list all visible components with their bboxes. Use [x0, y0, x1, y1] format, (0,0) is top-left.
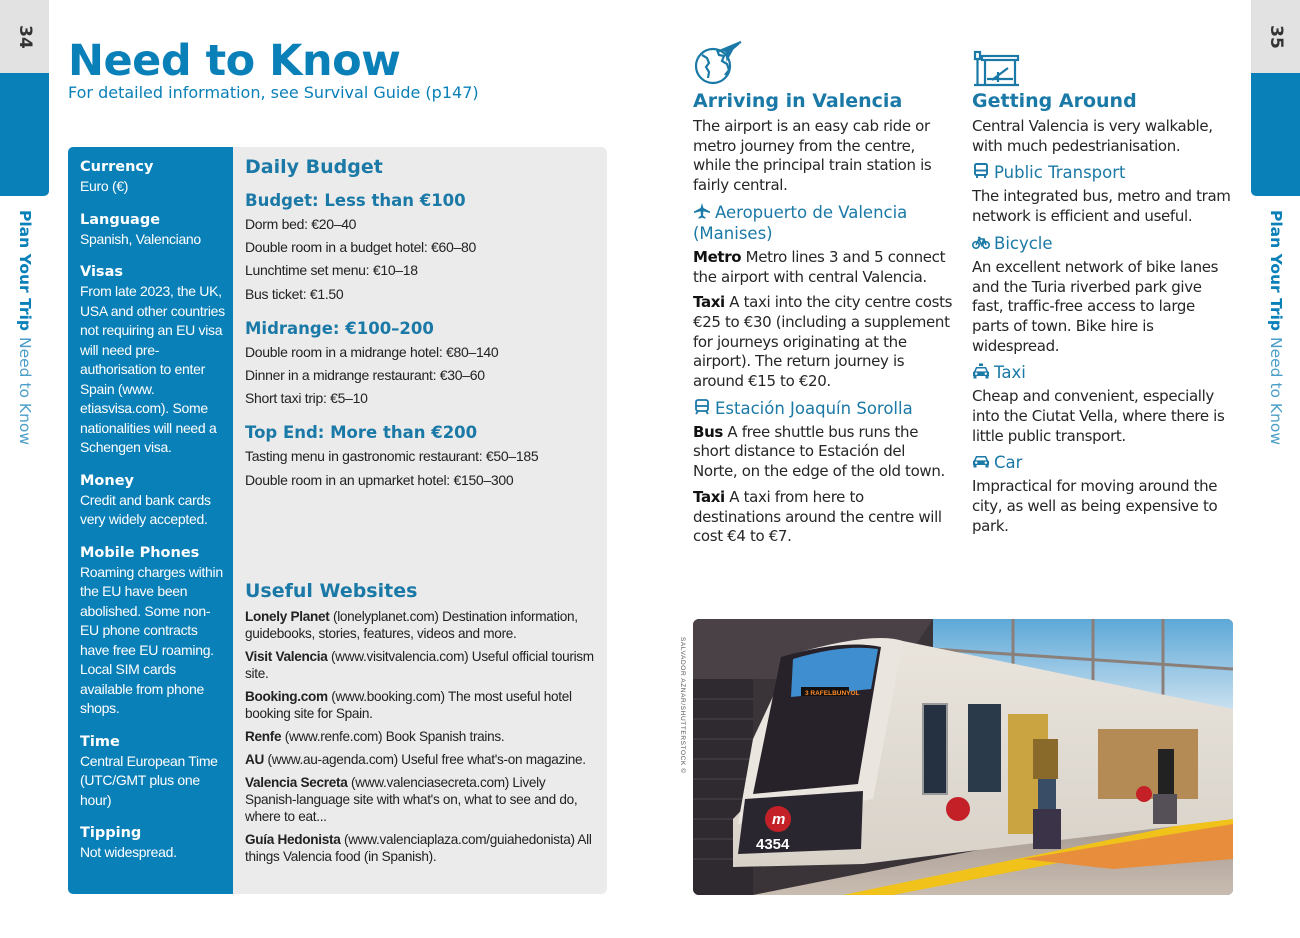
transport-entry	[693, 488, 953, 547]
page-subtitle[interactable]: For detailed information, see Survival Guide (p147)	[68, 83, 479, 102]
section-tab	[1251, 73, 1300, 196]
fact-currency	[80, 159, 225, 197]
fact-text: Central European Time (UTC/GMT plus one hour)	[80, 752, 218, 808]
fact-visas	[80, 264, 225, 458]
running-head-chapter: Need to Know	[1266, 337, 1285, 446]
entry-text: Metro lines 3 and 5 connect the airport with central Valencia.	[693, 247, 946, 286]
mode-text: Cheap and convenient, especially into the Ciutat Vella, where there is little public transport.	[972, 387, 1225, 445]
running-head-section: Plan Your Trip	[15, 210, 34, 332]
budget-item: Dinner in a midrange restaurant: €30–60	[245, 367, 485, 384]
fact-text: Roaming charges within the EU have been abolished. Some non-EU phone contracts have free EU roaming. Local SIM cards available from phone shops.	[80, 563, 223, 716]
section-tab	[0, 73, 49, 196]
website-item[interactable]	[245, 728, 595, 745]
running-head-section: Plan Your Trip	[1266, 210, 1285, 332]
budget-item: Bus ticket: €1.50	[245, 285, 344, 302]
website-item[interactable]	[245, 608, 595, 642]
website-item[interactable]	[245, 774, 595, 825]
fact-text: Euro (€)	[80, 178, 129, 194]
fact-tipping	[80, 825, 225, 863]
plane-icon	[693, 203, 711, 219]
airport-heading	[693, 202, 953, 244]
airport-title: Aeropuerto de Valencia (Manises)	[693, 202, 908, 243]
mode-title: Car	[994, 453, 1023, 473]
photo-credit: SALVADOR AZNAR/SHUTTERSTOCK ©	[679, 637, 686, 774]
running-head	[16, 210, 34, 445]
metro-train-photo	[693, 619, 1233, 895]
website-name: Guía Hedonista	[245, 831, 341, 847]
page-number-tab	[0, 0, 49, 73]
train-logo: m	[772, 811, 786, 828]
entry-label: Taxi	[693, 487, 725, 506]
entry-label: Taxi	[693, 293, 725, 312]
fact-language	[80, 212, 225, 250]
entry-text: A taxi into the city centre costs €25 to €30 (including a supplement for journeys originating at the airport). The return journey is around €15 to €20.	[693, 293, 953, 391]
budget-tier-title: Top End: More than €200	[245, 423, 478, 443]
fact-label: Visas	[80, 264, 123, 280]
website-desc: (www.booking.com) The most useful hotel booking site for Spain.	[245, 688, 572, 721]
station-title: Estación Joaquín Sorolla	[715, 398, 913, 418]
facts-panel	[68, 147, 233, 894]
website-name: Renfe	[245, 728, 282, 744]
website-desc: (www.renfe.com) Book Spanish trains.	[281, 728, 505, 744]
page-title: Need to Know	[68, 36, 401, 86]
budget-tier-title: Budget: Less than €100	[245, 191, 466, 210]
mode-title: Bicycle	[994, 233, 1053, 253]
globe-plane-icon	[693, 38, 953, 88]
fact-text: Credit and bank cards very widely accepted.	[80, 491, 211, 527]
mode-text: The integrated bus, metro and tram network is efficient and useful.	[972, 187, 1231, 226]
fact-mobile-phones	[80, 545, 225, 719]
website-name: AU	[245, 751, 265, 767]
website-desc: (www.visitvalencia.com) Useful official tourism site.	[245, 648, 594, 681]
getting-around-intro: Central Valencia is very walkable, with much pedestrianisation.	[972, 117, 1213, 155]
budget-panel	[233, 147, 607, 894]
mode-text: Impractical for moving around the city, as well as being expensive to park.	[972, 477, 1218, 535]
website-item[interactable]	[245, 751, 595, 768]
mode-heading	[972, 162, 1232, 183]
transport-entry	[693, 423, 953, 482]
mode-heading	[972, 362, 1232, 383]
arriving-title: Arriving in Valencia	[693, 90, 903, 112]
website-desc: (www.valenciasecreta.com) Lively Spanish-language site with what's on, what to see and do, where to eat...	[245, 774, 578, 824]
train-destination-display: 3 RAFELBUNYOL	[805, 690, 860, 697]
page-number: 35	[1265, 25, 1286, 49]
train-icon	[693, 399, 711, 415]
website-desc: (www.valenciaplaza.com/guiahedonista) All things Valencia food (in Spanish).	[245, 831, 592, 864]
website-desc: (lonelyplanet.com) Destination information, guidebooks, stories, features, videos and more.	[245, 608, 578, 641]
car-icon	[972, 453, 990, 469]
getting-around-title: Getting Around	[972, 90, 1137, 112]
budget-tier-title: Midrange: €100–200	[245, 318, 434, 338]
entry-text: A taxi from here to destinations around the centre will cost €4 to €7.	[693, 487, 942, 546]
bus-icon	[972, 163, 990, 179]
website-name: Valencia Secreta	[245, 774, 348, 790]
running-head	[1267, 210, 1285, 445]
page-number-tab	[1251, 0, 1300, 73]
fact-label: Money	[80, 472, 134, 489]
budget-item: Tasting menu in gastronomic restaurant: €50–185	[245, 448, 539, 465]
entry-label: Bus	[693, 422, 723, 441]
website-name: Lonely Planet	[245, 608, 330, 624]
train-number: 4354	[756, 836, 790, 853]
fact-label: Language	[80, 211, 161, 228]
page-number: 34	[14, 25, 35, 49]
bicycle-icon	[972, 234, 990, 250]
useful-websites-title: Useful Websites	[245, 579, 418, 602]
fact-money	[80, 473, 225, 530]
website-desc: (www.au-agenda.com) Useful free what's-on magazine.	[264, 751, 586, 767]
arriving-column	[693, 38, 953, 553]
fact-label: Currency	[80, 159, 154, 175]
fact-label: Mobile Phones	[80, 544, 200, 561]
budget-item: Double room in a midrange hotel: €80–140	[245, 343, 499, 360]
arriving-intro: The airport is an easy cab ride or metro journey from the centre, while the principal train station is fairly central.	[693, 117, 932, 195]
mode-heading	[972, 452, 1232, 473]
budget-item: Short taxi trip: €5–10	[245, 390, 368, 407]
transport-entry	[693, 293, 953, 392]
entry-label: Metro	[693, 247, 742, 266]
fact-time	[80, 734, 225, 811]
daily-budget-title: Daily Budget	[245, 156, 383, 178]
fact-label: Time	[80, 733, 120, 750]
left-page-edge	[0, 0, 49, 446]
mode-heading	[972, 233, 1232, 254]
getting-around-column	[972, 38, 1232, 543]
budget-item: Lunchtime set menu: €10–18	[245, 262, 418, 279]
budget-item: Double room in an upmarket hotel: €150–300	[245, 471, 514, 488]
transport-entry	[693, 248, 953, 287]
mode-title: Public Transport	[994, 163, 1126, 183]
entry-text: A free shuttle bus runs the short distance to Estación del Norte, on the edge of the old town.	[693, 422, 945, 481]
fact-text: Spanish, Valenciano	[80, 230, 201, 247]
website-name: Booking.com	[245, 688, 328, 704]
fact-label: Tipping	[80, 825, 142, 841]
mode-text: An excellent network of bike lanes and the Turia riverbed park give fast, traffic-free access to large parts of town. Bike hire is widespread.	[972, 257, 1219, 355]
fact-text: Not widespread.	[80, 844, 177, 860]
website-item[interactable]	[245, 831, 595, 865]
right-page-edge	[1251, 0, 1300, 446]
budget-item: Dorm bed: €20–40	[245, 216, 357, 232]
taxi-icon	[972, 363, 990, 379]
website-item[interactable]	[245, 688, 595, 722]
running-head-chapter: Need to Know	[15, 337, 34, 446]
fact-text: From late 2023, the UK, USA and other countries not requiring an EU visa will need pre-authorisation to enter Spain (www. etiasvisa.com). Some nationalities will need a Schengen visa.	[80, 283, 225, 455]
bus-stop-icon	[972, 38, 1232, 88]
mode-title: Taxi	[994, 363, 1026, 383]
website-name: Visit Valencia	[245, 648, 328, 664]
budget-item: Double room in a budget hotel: €60–80	[245, 239, 476, 256]
station-heading	[693, 398, 953, 419]
website-item[interactable]	[245, 648, 595, 682]
